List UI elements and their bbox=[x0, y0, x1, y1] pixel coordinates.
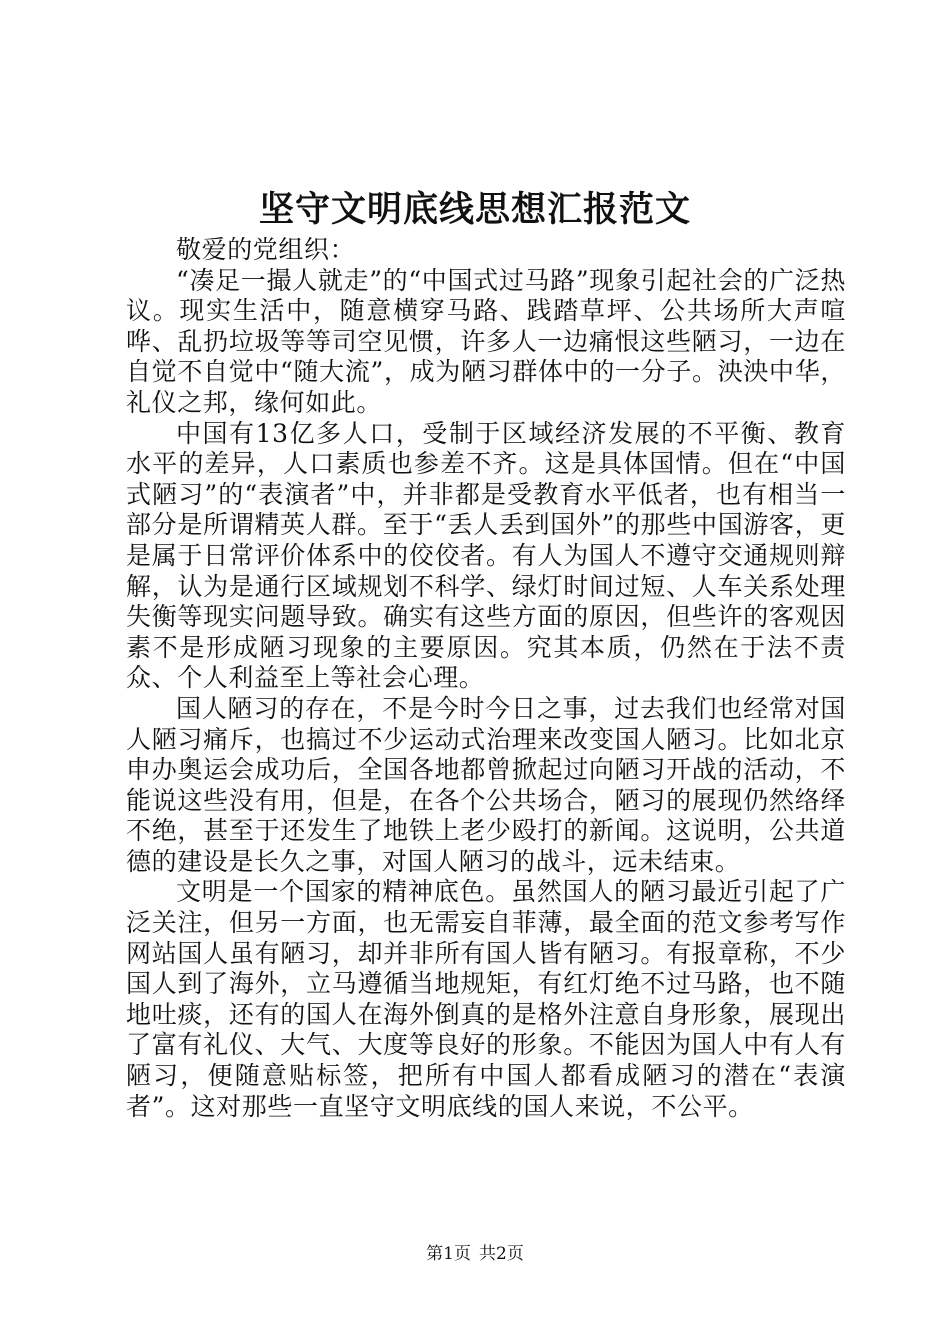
document-title: 坚守文明底线思想汇报范文 bbox=[258, 189, 691, 230]
paragraph-4: 文明是一个国家的精神底色。虽然国人的陋习最近引起了广泛关注，但另一方面，也无需妄自菲薄，最全面的范文参考写作网站国人虽有陋习，却并非所有国人皆有陋习。有报章称，不少国人到了海外，立马遵循当地规矩，有红灯绝不过马路，也不随地吐痰，还有的国人在海外倒真的是格外注意自身形象，展现出了富有礼仪、大气、大度等良好的形象。不能因为国人中有人有陋习，便随意贴标签，把所有中国人都看成陋习的潜在“表演者”。这对那些一直坚守文明底线的国人来说，不公平。 bbox=[126, 877, 846, 1121]
paragraph-1: “凑足一撮人就走”的“中国式过马路”现象引起社会的广泛热议。现实生活中，随意横穿马路、践踏草坪、公共场所大声喧哗、乱扔垃圾等等司空见惯，许多人一边痛恨这些陋习，一边在自觉不自觉中“随大流”，成为陋习群体中的一分子。泱泱中华，礼仪之邦，缘何如此。 bbox=[126, 265, 846, 417]
paragraph-3: 国人陋习的存在，不是今时今日之事，过去我们也经常对国人陋习痛斥，也搞过不少运动式治理来改变国人陋习。比如北京申办奥运会成功后，全国各地都曾掀起过向陋习开战的活动，不能说这些没有用，但是，在各个公共场合，陋习的展现仍然络绎不绝，甚至于还发生了地铁上老少殴打的新闻。这说明，公共道德的建设是长久之事，对国人陋习的战斗，远未结束。 bbox=[126, 693, 846, 876]
page-total: 共2页 bbox=[479, 1244, 524, 1264]
salutation: 敬爱的党组织： bbox=[176, 235, 356, 264]
document-body bbox=[126, 235, 846, 1122]
page-footer bbox=[0, 1242, 950, 1266]
paragraph-2: 中国有13亿多人口，受制于区域经济发展的不平衡、教育水平的差异，人口素质也参差不齐。这是具体国情。但在“中国式陋习”的“表演者”中，并非都是受教育水平低者，也有相当一部分是所谓精英人群。至于“丢人丢到国外”的那些中国游客，更是属于日常评价体系中的佼佼者。有人为国人不遵守交通规则辩解，认为是通行区域规划不科学、绿灯时间过短、人车关系处理失衡等现实问题导致。确实有这些方面的原因，但些许的客观因素不是形成陋习现象的主要原因。究其本质，仍然在于法不责众、个人利益至上等社会心理。 bbox=[126, 418, 846, 693]
page-number: 第1页 bbox=[426, 1244, 471, 1264]
